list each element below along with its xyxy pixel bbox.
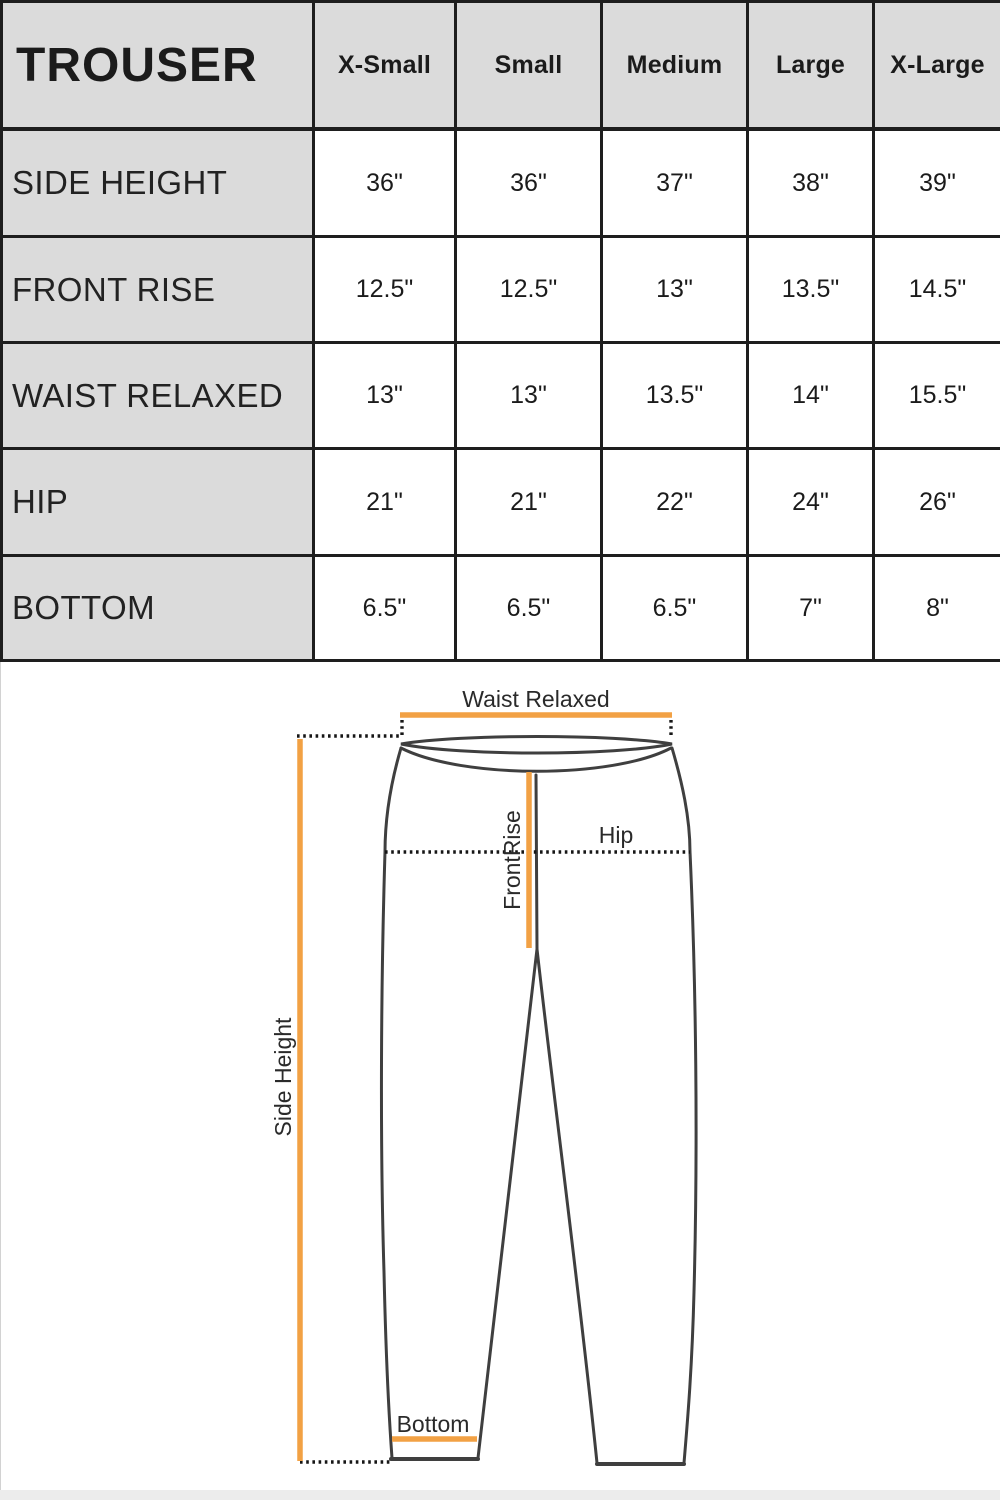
table-cell: 14.5" xyxy=(875,238,1000,344)
table-cell: 36" xyxy=(457,131,603,238)
row-label-bottom: BOTTOM xyxy=(3,557,315,662)
table-cell: 36" xyxy=(315,131,457,238)
table-cell: 12.5" xyxy=(315,238,457,344)
table-cell: 13.5" xyxy=(749,238,875,344)
table-cell: 24" xyxy=(749,450,875,557)
table-title: TROUSER xyxy=(3,3,315,131)
size-header-xsmall: X-Small xyxy=(315,3,457,131)
table-cell: 21" xyxy=(457,450,603,557)
bottom-label: Bottom xyxy=(396,1411,470,1437)
table-cell: 6.5" xyxy=(457,557,603,662)
size-table xyxy=(0,0,1000,662)
trouser-measurement-diagram xyxy=(0,662,1000,1500)
table-cell: 13.5" xyxy=(603,344,749,450)
row-label-hip: HIP xyxy=(3,450,315,557)
table-cell: 26" xyxy=(875,450,1000,557)
hip-label: Hip xyxy=(598,822,634,848)
table-cell: 22" xyxy=(603,450,749,557)
table-cell: 38" xyxy=(749,131,875,238)
size-header-medium: Medium xyxy=(603,3,749,131)
table-cell: 21" xyxy=(315,450,457,557)
bottom-edge-strip xyxy=(0,1490,1000,1500)
table-cell: 39" xyxy=(875,131,1000,238)
table-cell: 13" xyxy=(457,344,603,450)
row-label-side-height: SIDE HEIGHT xyxy=(3,131,315,238)
trouser-outline xyxy=(381,737,696,1465)
row-label-waist-relaxed: WAIST RELAXED xyxy=(3,344,315,450)
row-label-front-rise: FRONT RISE xyxy=(3,238,315,344)
size-header-small: Small xyxy=(457,3,603,131)
table-cell: 15.5" xyxy=(875,344,1000,450)
table-cell: 12.5" xyxy=(457,238,603,344)
table-cell: 6.5" xyxy=(315,557,457,662)
front-rise-label: FrontRise xyxy=(499,810,525,910)
table-cell: 13" xyxy=(603,238,749,344)
waist-relaxed-label: Waist Relaxed xyxy=(462,686,610,712)
size-header-large: Large xyxy=(749,3,875,131)
table-cell: 14" xyxy=(749,344,875,450)
table-cell: 7" xyxy=(749,557,875,662)
left-edge-line xyxy=(0,662,1,1490)
table-cell: 6.5" xyxy=(603,557,749,662)
table-cell: 13" xyxy=(315,344,457,450)
side-height-label: Side Height xyxy=(270,1017,296,1137)
size-header-xlarge: X-Large xyxy=(875,3,1000,131)
table-cell: 8" xyxy=(875,557,1000,662)
table-cell: 37" xyxy=(603,131,749,238)
